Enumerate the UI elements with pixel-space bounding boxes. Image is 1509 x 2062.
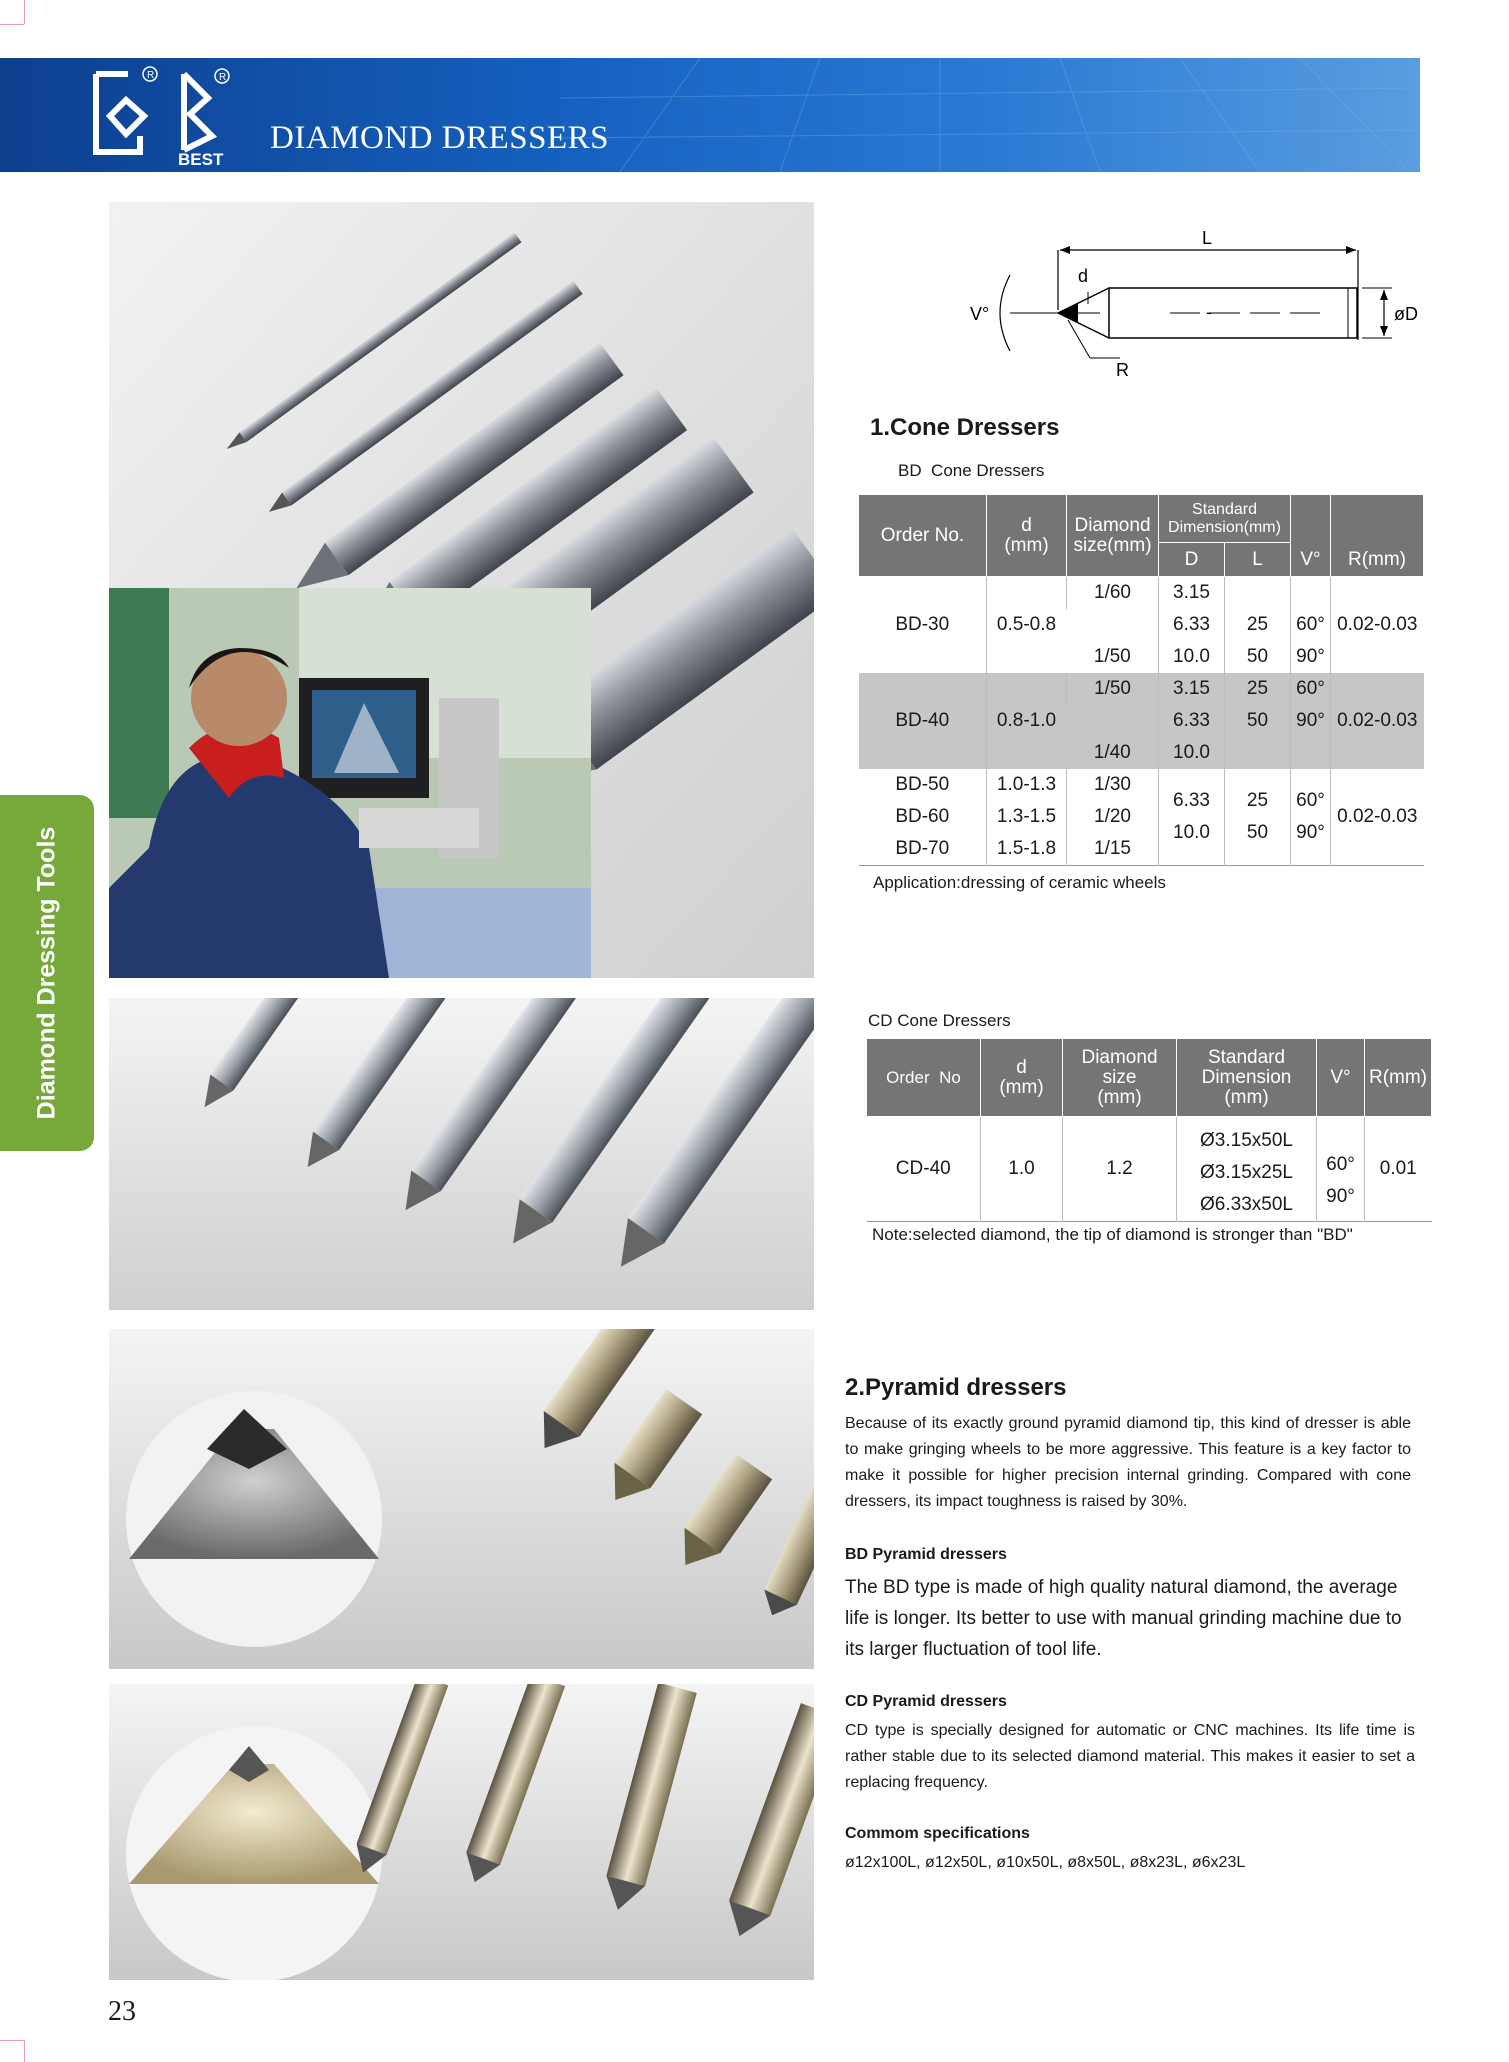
cell-D: 3.15 <box>1159 673 1225 705</box>
spec-title: Commom specifications <box>845 1825 1030 1842</box>
bd-pyramid-text: The BD type is made of high quality natural diamond, the average life is longer. Its better to use with manual grinding machine due to its larger fluctuation of tool life. <box>845 1577 1402 1660</box>
pyramid-intro: Because of its exactly ground pyramid diamond tip, this kind of dresser is able to make gringing wheels to be more aggressive. This feature is a key factor to make it possible for higher precision internal grinding. Compared with cone dressers, its impact toughness is raised by 30%. <box>845 1415 1411 1510</box>
table-row <box>859 577 1424 610</box>
cell-order: BD-30 <box>895 614 950 635</box>
dim-centerline-mark: - <box>1206 302 1212 322</box>
cell-dim-value: Ø6.33x50L <box>1200 1194 1293 1215</box>
cell-D <box>1159 769 1225 866</box>
cell-size: 1/30 <box>1067 769 1159 801</box>
cell-order: BD-60 <box>895 806 950 827</box>
bd-cone-subtitle: BD Cone Dressers <box>898 461 1045 480</box>
section-side-tab <box>0 795 94 1151</box>
cell-v <box>1291 769 1331 866</box>
col-order-no: Order No <box>867 1039 981 1117</box>
dim-V-label: V° <box>970 304 990 324</box>
crop-mark <box>24 2040 25 2062</box>
crop-mark <box>0 24 24 25</box>
cell-r: 0.02-0.03 <box>1331 673 1424 769</box>
cd-cone-subtitle: CD Cone Dressers <box>868 1011 1011 1030</box>
dim-D-label: øD <box>1394 304 1418 324</box>
page-title: DIAMOND DRESSERS <box>270 120 609 156</box>
cell-size: 1/50 <box>1093 646 1131 667</box>
cell-D-value: 10.0 <box>1173 822 1210 843</box>
dim-L-label: L <box>1202 230 1213 248</box>
cd-note: Note:selected diamond, the tip of diamond is stronger than "BD" <box>872 1225 1353 1244</box>
cell-size: 1/50 <box>1067 673 1159 705</box>
cell-r: 0.01 <box>1365 1117 1432 1222</box>
spec-text: ø12x100L, ø12x50L, ø10x50L, ø8x50L, ø8x23L, ø6x23L <box>845 1854 1246 1871</box>
dim-R-label: R <box>1116 360 1129 380</box>
cell-L-value: 25 <box>1246 790 1269 811</box>
cell-D: 6.33 <box>1159 705 1225 737</box>
cell-r: 0.02-0.03 <box>1331 769 1424 866</box>
side-tab-label: Diamond Dressing Tools <box>32 826 61 1120</box>
cell-d: 1.3-1.5 <box>987 801 1067 833</box>
col-diamond-size: Diamond size(mm) <box>1067 495 1159 577</box>
cd-pyramid-text: CD type is specially designed for automatic or CNC machines. Its life time is rather stable due to its selected diamond material. This makes it easier to set a replacing frequency. <box>845 1722 1415 1791</box>
photo-pyramid-dressers <box>109 1329 814 1669</box>
cell-d: 1.0 <box>981 1117 1063 1222</box>
cell-d: 1.0-1.3 <box>987 769 1067 801</box>
cell-size: 1/20 <box>1067 801 1159 833</box>
table-row <box>867 1117 1432 1222</box>
best-logo <box>88 64 238 168</box>
cell-d: 0.5-0.8 <box>987 577 1067 674</box>
col-diamond-size: Diamond size (mm) <box>1063 1039 1177 1117</box>
cell-v-value: 90° <box>1326 1186 1355 1207</box>
cell-size: 1/15 <box>1067 833 1159 866</box>
col-r: R(mm) <box>1331 495 1424 577</box>
cell-order: BD-50 <box>895 774 950 795</box>
page-number: 23 <box>108 1996 136 2027</box>
cell-D: 3.15 <box>1159 577 1225 610</box>
cell-D: 10.0 <box>1159 641 1225 673</box>
cell-L: 25 <box>1225 673 1291 705</box>
cell-L-value: 50 <box>1246 822 1269 843</box>
bd-cone-table-wrap <box>858 494 1424 866</box>
col-L: L <box>1225 543 1291 577</box>
cell-size: 1.2 <box>1063 1117 1177 1222</box>
brand-name: BEST <box>178 150 224 169</box>
cd-cone-table <box>866 1038 1432 1222</box>
cell-d: 0.8-1.0 <box>987 673 1067 769</box>
col-d: d (mm) <box>987 495 1067 577</box>
cone-dressers-heading: 1.Cone Dressers <box>870 414 1060 441</box>
cell-v-value: 60° <box>1326 1154 1355 1175</box>
cell-v: 90° <box>1291 641 1331 673</box>
col-v: V° <box>1317 1039 1365 1117</box>
cell-order: CD-40 <box>895 1158 951 1179</box>
cell-D-value: 6.33 <box>1173 790 1210 811</box>
cell-v-value: 60° <box>1296 790 1325 811</box>
table-row <box>859 673 1424 705</box>
cell-dim-value: Ø3.15x50L <box>1200 1130 1293 1151</box>
dimension-diagram <box>970 230 1440 390</box>
cell-v: 60° <box>1291 673 1331 705</box>
cell-D: 6.33 <box>1159 609 1225 641</box>
col-D: D <box>1159 543 1225 577</box>
cell-L <box>1225 769 1291 866</box>
pyramid-dressers-heading: 2.Pyramid dressers <box>845 1374 1067 1401</box>
cell-v-value: 90° <box>1296 822 1325 843</box>
cell-D: 10.0 <box>1159 737 1225 769</box>
header-banner <box>0 58 1420 172</box>
photo-gold-pyramid-dressers <box>109 1684 814 1980</box>
cd-cone-table-wrap <box>866 1038 1432 1222</box>
crop-mark <box>24 0 25 24</box>
photo-operator <box>109 588 591 978</box>
cell-v <box>1317 1117 1365 1222</box>
cell-v: 90° <box>1291 705 1331 737</box>
col-standard-dimension: Standard Dimension (mm) <box>1177 1039 1317 1117</box>
photo-cd-cone-dressers <box>109 998 814 1310</box>
crop-mark <box>0 2040 24 2041</box>
col-standard-dimension: Standard Dimension(mm) <box>1159 495 1291 543</box>
col-v: V° <box>1291 495 1331 577</box>
cell-size: 1/60 <box>1067 577 1159 610</box>
cell-L: 50 <box>1225 641 1291 673</box>
cell-L: 50 <box>1225 705 1291 737</box>
cell-order: BD-70 <box>895 838 950 859</box>
cell-order: BD-40 <box>859 673 987 769</box>
cell-dims <box>1177 1117 1317 1222</box>
col-order-no: Order No. <box>859 495 987 577</box>
cell-size: 1/40 <box>1067 737 1159 769</box>
dim-d-label: d <box>1078 266 1089 286</box>
svg-text:R: R <box>219 72 227 83</box>
bd-pyramid-title: BD Pyramid dressers <box>845 1546 1007 1563</box>
cell-d: 1.5-1.8 <box>987 833 1067 866</box>
cell-v: 60° <box>1291 609 1331 641</box>
cd-pyramid-title: CD Pyramid dressers <box>845 1693 1007 1710</box>
col-r: R(mm) <box>1365 1039 1432 1117</box>
cell-dim-value: Ø3.15x25L <box>1200 1162 1293 1183</box>
svg-text:R: R <box>147 70 155 81</box>
bd-cone-table <box>858 494 1424 866</box>
cone-dresser-drawing <box>970 230 1440 390</box>
cell-L: 25 <box>1225 609 1291 641</box>
cell-r: 0.02-0.03 <box>1331 577 1424 674</box>
table-row <box>859 769 1424 801</box>
application-note: Application:dressing of ceramic wheels <box>873 873 1166 892</box>
col-d: d (mm) <box>981 1039 1063 1117</box>
